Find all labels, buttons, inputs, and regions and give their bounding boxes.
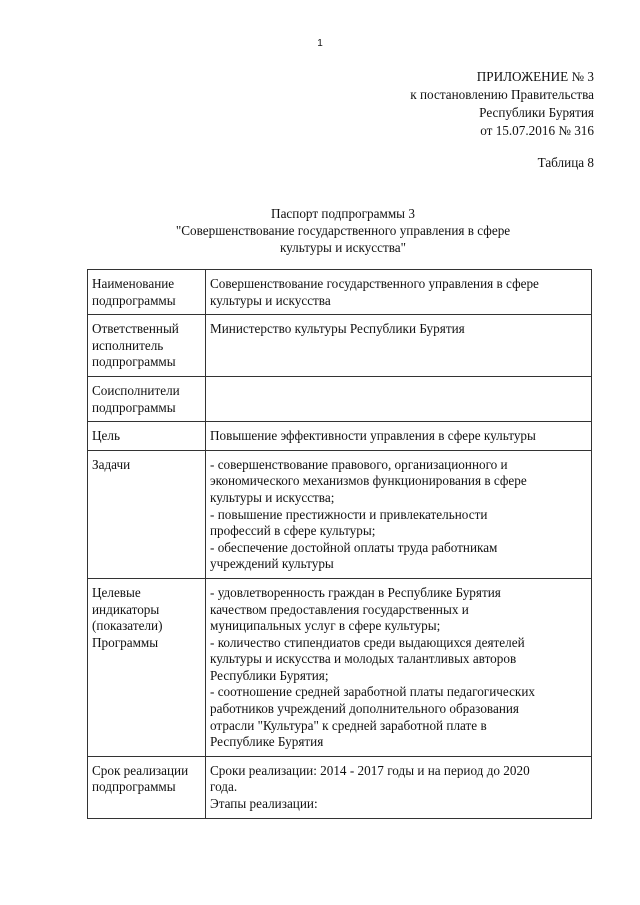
- row-label: Наименование подпрограммы: [88, 270, 206, 315]
- row-label: Целевые индикаторы (показатели) Программы: [88, 578, 206, 756]
- row-value: Повышение эффективности управления в сфере культуры: [206, 422, 592, 451]
- passport-table: [87, 269, 592, 819]
- appendix-title: ПРИЛОЖЕНИЕ № 3: [476, 69, 594, 84]
- row-label: Ответственный исполнитель подпрограммы: [88, 315, 206, 377]
- row-value: Совершенствование государственного управления в сфере культуры и искусства: [206, 270, 592, 315]
- row-value: - удовлетворенность граждан в Республике Бурятия качеством предоставления государственных и муниципальных услуг в сфере культуры; - количество стипендиатов среди выдающихся деятелей культуры и искусства и молодых талантливых авторов Республики Бурятия; - соотношение средней заработной платы педагогических работников учреждений дополнительного образования отрасли "Культура" к средней заработной плате в Республике Бурятия: [206, 578, 592, 756]
- page-number: 1: [317, 38, 323, 49]
- table-row: [88, 578, 592, 756]
- table-row: [88, 450, 592, 578]
- appendix-date-number: от 15.07.2016 № 316: [480, 123, 594, 138]
- row-label: Соисполнители подпрограммы: [88, 376, 206, 421]
- row-value: - совершенствование правового, организационного и экономического механизмов функционирования в сфере культуры и искусства; - повышение престижности и привлекательности профессий в сфере культуры; - обеспечение достойной оплаты труда работникам учреждений культуры: [206, 450, 592, 578]
- appendix-resolution: к постановлению Правительства: [410, 87, 594, 102]
- table-row: [88, 315, 592, 377]
- row-value: [206, 376, 592, 421]
- table-row: [88, 756, 592, 818]
- table-row: [88, 270, 592, 315]
- row-label: Задачи: [88, 450, 206, 578]
- table-label: Таблица 8: [537, 155, 594, 170]
- row-label: Цель: [88, 422, 206, 451]
- appendix-republic: Республики Бурятия: [479, 105, 594, 120]
- passport-title-line: "Совершенствование государственного управления в сфере: [175, 223, 511, 238]
- passport-title-line: культуры и искусства": [279, 240, 407, 255]
- appendix-header: [410, 68, 594, 140]
- passport-title-line: Паспорт подпрограммы 3: [271, 206, 415, 221]
- passport-title: [148, 205, 538, 256]
- table-row: [88, 422, 592, 451]
- row-value: Сроки реализации: 2014 - 2017 годы и на период до 2020 года. Этапы реализации:: [206, 756, 592, 818]
- table-row: [88, 376, 592, 421]
- row-value: Министерство культуры Республики Бурятия: [206, 315, 592, 377]
- row-label: Срок реализации подпрограммы: [88, 756, 206, 818]
